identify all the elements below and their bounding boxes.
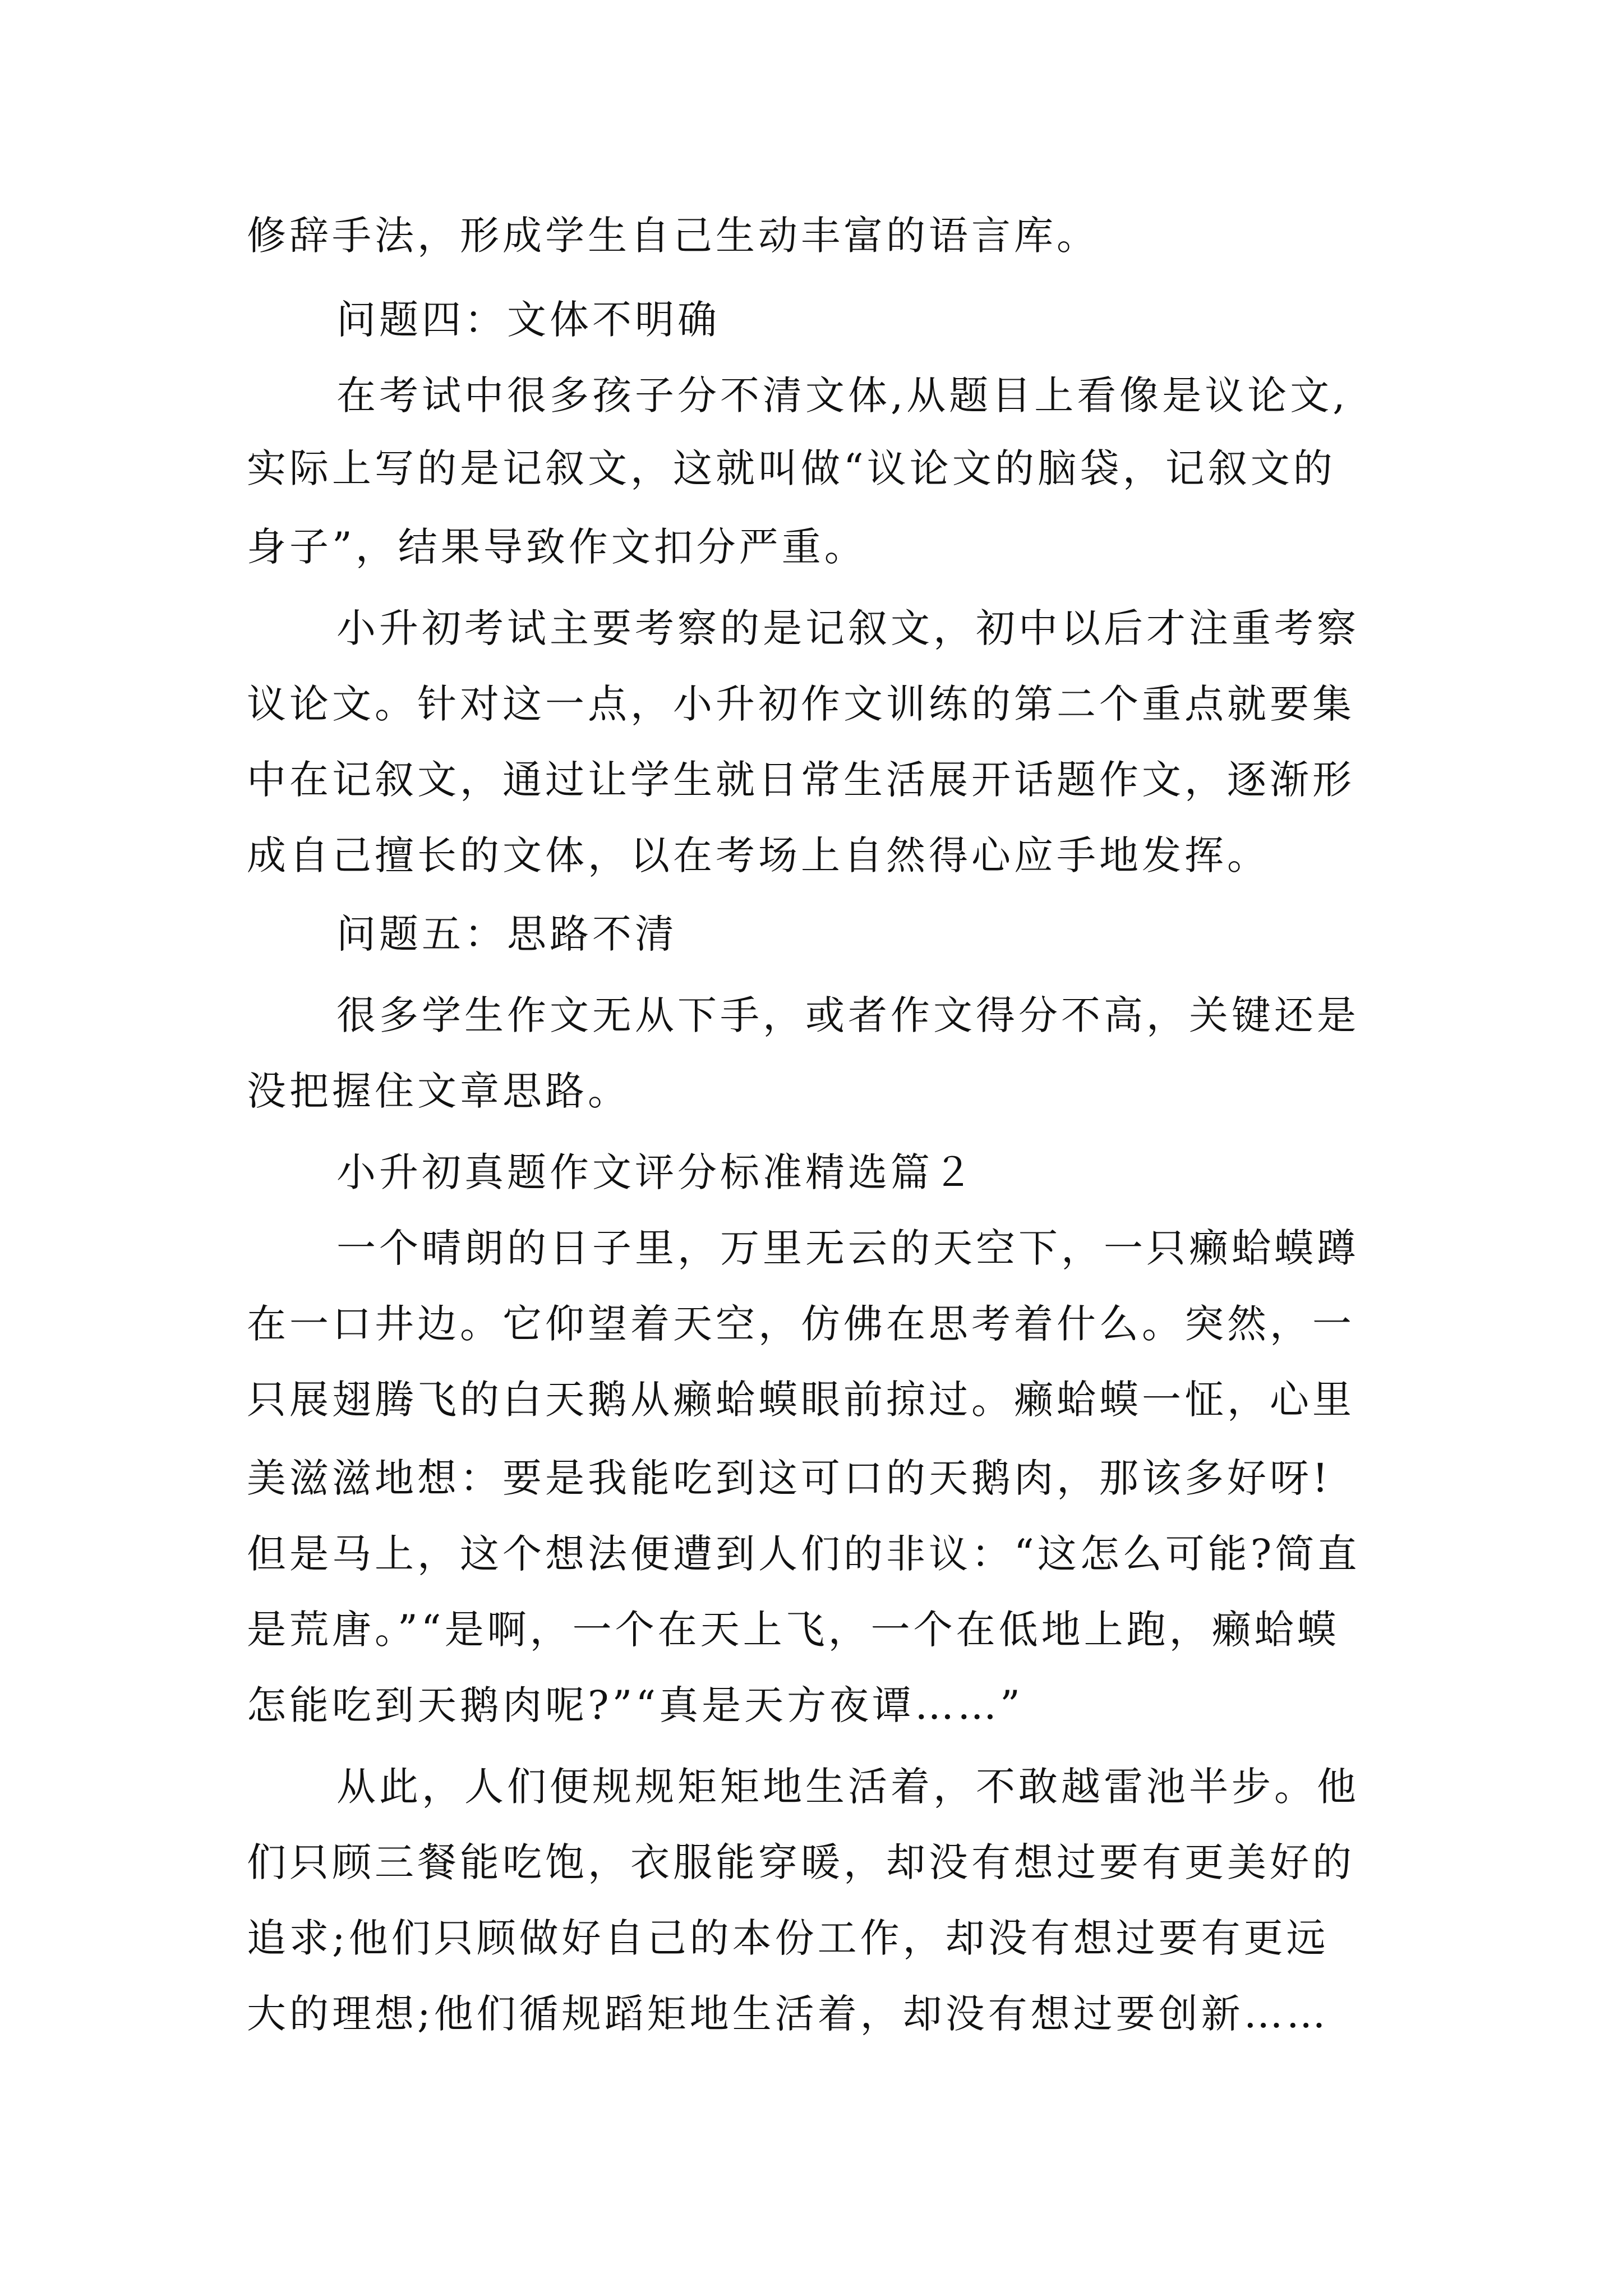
text-line: 怎能吃到天鹅肉呢?”“真是天方夜谭……” — [247, 1682, 1023, 1728]
text-line: 身子”，结果导致作文扣分严重。 — [247, 524, 867, 570]
text-line: 们只顾三餐能吃饱，衣服能穿暖，却没有想过要有更美好的 — [247, 1839, 1355, 1885]
text-line: 只展翅腾飞的白天鹅从癞蛤蟆眼前掠过。癞蛤蟆一怔，心里 — [247, 1377, 1355, 1423]
text-line: 中在记叙文，通过让学生就日常生活展开话题作文，逐渐形 — [247, 757, 1355, 803]
text-line: 修辞手法，形成学生自己生动丰富的语言库。 — [247, 213, 1099, 259]
text-line: 实际上写的是记叙文，这就叫做“议论文的脑袋，记叙文的 — [247, 445, 1336, 491]
text-line: 没把握住文章思路。 — [247, 1068, 630, 1114]
text-line: 但是马上，这个想法便遭到人们的非议：“这怎么可能?简直 — [247, 1531, 1361, 1577]
section-heading: 问题五：思路不清 — [336, 911, 677, 957]
text-line: 从此，人们便规规矩矩地生活着，不敢越雷池半步。他 — [336, 1764, 1359, 1810]
section-heading: 小升初真题作文评分标准精选篇２ — [336, 1149, 976, 1195]
text-line: 一个晴朗的日子里，万里无云的天空下，一只癞蛤蟆蹲 — [336, 1225, 1359, 1271]
text-line: 是荒唐。”“是啊，一个在天上飞，一个在低地上跑，癞蛤蟆 — [247, 1607, 1340, 1653]
text-line: 在一口井边。它仰望着天空，仿佛在思考着什么。突然，一 — [247, 1301, 1355, 1347]
text-line: 在考试中很多孩子分不清文体,从题目上看像是议论文, — [336, 372, 1349, 418]
text-line: 小升初考试主要考察的是记叙文，初中以后才注重考察 — [336, 605, 1359, 651]
section-heading: 问题四：文体不明确 — [336, 297, 720, 343]
text-line: 大的理想;他们循规蹈矩地生活着，却没有想过要创新…… — [247, 1991, 1329, 2037]
text-line: 美滋滋地想：要是我能吃到这可口的天鹅肉，那该多好呀! — [247, 1455, 1332, 1501]
text-line: 很多学生作文无从下手，或者作文得分不高，关键还是 — [336, 992, 1359, 1038]
text-line: 成自己擅长的文体，以在考场上自然得心应手地发挥。 — [247, 832, 1270, 878]
text-line: 议论文。针对这一点，小升初作文训练的第二个重点就要集 — [247, 681, 1355, 727]
text-line: 追求;他们只顾做好自己的本份工作，却没有想过要有更远 — [247, 1915, 1329, 1961]
